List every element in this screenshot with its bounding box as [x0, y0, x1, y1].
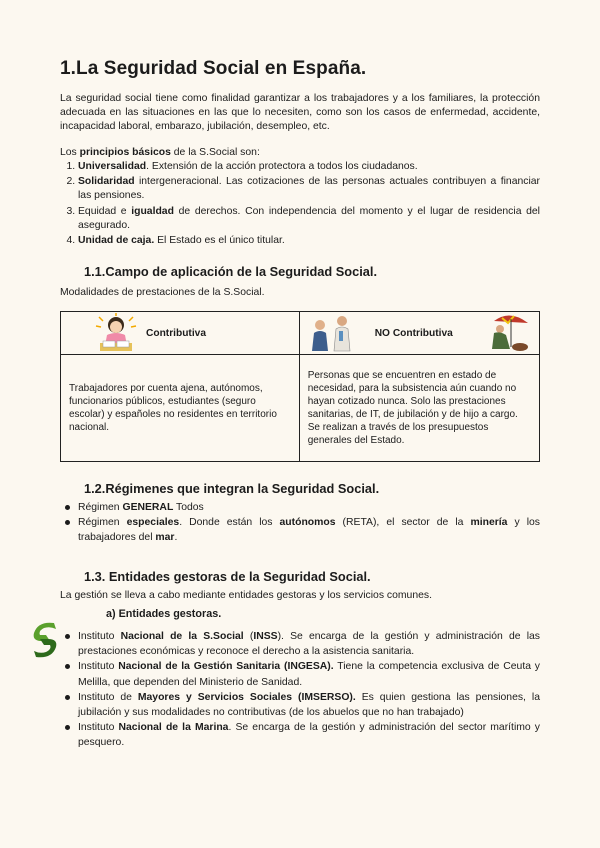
intro-paragraph: La seguridad social tiene como finalidad garantizar a los trabajadores y a los familiares, la protección adecuada en las situaciones en las que lo necesiten, como son los casos de enfermedad, accidente, incapacidad laboral, embarazo, jubilación, desempleo, etc. [60, 93, 540, 132]
text-run: Tiene la competencia exclusiva de Ceuta y Melilla, que dependen del Ministerio de Sanidad. [78, 661, 541, 688]
text-run-bold: GENERAL [122, 502, 174, 513]
text-run-bold: Nacional de la Marina [118, 722, 229, 734]
text-run: Instituto [78, 661, 119, 673]
subsection-a: a) Entidades gestoras. [106, 608, 222, 620]
contributiva-cell: Trabajadores por cuenta ajena, autónomos, funcionarios públicos, estudiantes (seguro escolar) y españoles no residentes en territorio nacional. [61, 355, 300, 462]
principles-lead-pre: Los [60, 147, 80, 158]
elderly-with-umbrella-icon [480, 313, 536, 353]
text-run: . [174, 532, 178, 544]
text-run-bold: mar [155, 532, 175, 544]
text-run: Todos [173, 502, 204, 513]
modalidades-table [60, 311, 540, 462]
text-run: . Donde están los [179, 517, 280, 529]
principles-lead-post: de la S.Social son: [170, 147, 260, 158]
principle-item [78, 234, 540, 248]
principle-text: intergeneracional. Las cotizaciones de las personas actuales contribuyen a financiar las pensiones. [78, 176, 540, 202]
principle-item [78, 175, 540, 203]
no-contributiva-cell: Personas que se encuentren en estado de necesidad, para la subsistencia aún cuando no hayan cotizado nunca. Solo las prestaciones sanitarias, de IT, de jubilación y de hijo a cargo. Se realizan a través de los presupuestos generales del Estado. [299, 355, 539, 462]
principle-bold: Universalidad [78, 161, 147, 172]
entidades-intro: La gestión se lleva a cabo mediante entidades gestoras y los servicios comunes. [60, 590, 432, 601]
doctor-elderly-icon [306, 313, 358, 353]
list-item [78, 515, 540, 545]
principle-bold: Solidaridad [78, 176, 135, 188]
principle-text: El Estado es el único titular. [154, 235, 285, 247]
principles-lead-bold: principios básicos [79, 147, 171, 158]
section-heading-regimenes: 1.2.Régimenes que integran la Seguridad Social. [84, 481, 380, 496]
regimenes-list [60, 500, 540, 546]
principle-text: . Extensión de la acción protectora a todos los ciudadanos. [146, 161, 418, 172]
principle-item [78, 205, 540, 233]
page-title: 1.La Seguridad Social en España. [60, 58, 367, 79]
text-run: Instituto de [78, 691, 138, 703]
list-item [78, 500, 540, 515]
principle-text: de derechos. Con independencia del momento y el lugar de residencia del asegurado. [78, 205, 540, 231]
text-run: Instituto [78, 722, 119, 734]
text-run: y los trabajadores del [78, 517, 540, 544]
text-run: Instituto [78, 631, 121, 642]
table-header-no-contributiva [299, 312, 539, 355]
section-heading-campo: 1.1.Campo de aplicación de la Seguridad Social. [84, 264, 377, 279]
student-reading-icon [91, 313, 141, 353]
text-run-bold: especiales [126, 517, 180, 529]
text-run: (RETA), el sector de la [335, 517, 471, 529]
no-contributiva-label: NO Contributiva [374, 327, 453, 339]
text-run: . Se encarga de la gestión y administración del sector marítimo y pesquero. [78, 722, 540, 749]
list-item [78, 659, 540, 689]
section-heading-entidades: 1.3. Entidades gestoras de la Seguridad Social. [84, 569, 371, 584]
text-run: Régimen [78, 502, 123, 513]
text-run: Régimen [78, 517, 127, 529]
contributiva-label: Contributiva [146, 327, 206, 339]
seguridad-social-logo [28, 619, 62, 661]
principle-pre: Equidad e [78, 205, 132, 217]
text-run: ). Se encarga de la gestión y administración de las prestaciones económicas y reconoce el derecho a la asistencia sanitaria. [78, 631, 541, 658]
list-item [78, 629, 540, 659]
text-run-bold: INSS [253, 631, 278, 642]
principle-bold: igualdad [131, 205, 174, 217]
text-run-bold: minería [470, 517, 508, 529]
list-item [78, 690, 540, 720]
table-header-contributiva [61, 312, 300, 355]
principles-lead [60, 146, 540, 160]
text-run: Es quien gestiona las pensiones, la jubilación y sus modalidades no contributivas (de los abuelos que no han trabajado) [78, 691, 540, 719]
text-run-bold: autónomos [279, 517, 336, 529]
entidades-list [60, 629, 540, 751]
text-run-bold: Nacional de la S.Social [120, 631, 244, 642]
modalidades-text: Modalidades de prestaciones de la S.Social. [60, 287, 265, 298]
text-run-bold: Mayores y Servicios Sociales (IMSERSO). [137, 691, 356, 703]
text-run: ( [243, 631, 254, 642]
list-item [78, 720, 540, 750]
principles-list [60, 160, 540, 249]
principle-bold: Unidad de caja. [78, 235, 155, 247]
text-run-bold: Nacional de la Gestión Sanitaria (INGESA). [118, 661, 334, 673]
principle-item [78, 160, 540, 174]
